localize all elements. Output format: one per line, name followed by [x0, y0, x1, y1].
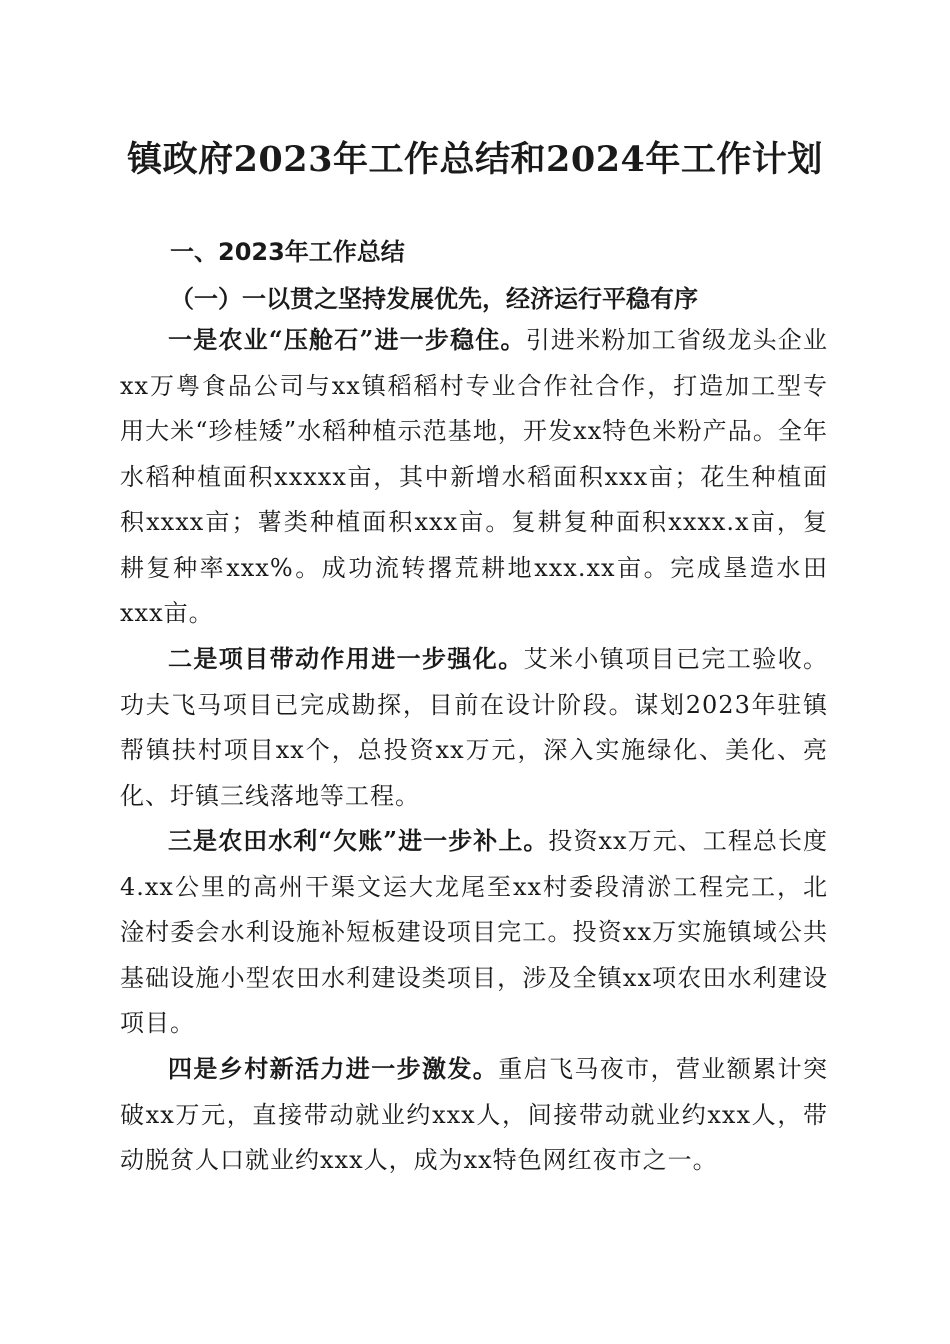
paragraph-body: 重启飞马夜市，营业额累计突破xx万元，直接带动就业约xxx人，间接带动就业约xxx人，带动脱贫人口就业约xxx人，成为xx特色网红夜市之一。 — [120, 1055, 829, 1174]
paragraph-lead: 三是农田水利“欠账”进一步补上。 — [168, 826, 549, 855]
paragraph-lead: 二是项目带动作用进一步强化。 — [168, 644, 524, 673]
paragraph-lead: 四是乡村新活力进一步激发。 — [168, 1054, 499, 1083]
paragraph-projects — [120, 636, 828, 819]
paragraph-agriculture — [120, 317, 828, 637]
paragraph-body: 投资xx万元、工程总长度4.xx公里的高州干渠文运大龙尾至xx村委段清淤工程完工，北淦村委会水利设施补短板建设项目完工。投资xx万实施镇域公共基础设施小型农田水利建设类项目，涉及全镇xx项农田水利建设项目。 — [120, 827, 828, 1037]
paragraph-body: 艾米小镇项目已完工验收。功夫飞马项目已完成勘探，目前在设计阶段。谋划2023年驻镇帮镇扶村项目xx个，总投资xx万元，深入实施绿化、美化、亮化、圩镇三线落地等工程。 — [120, 645, 829, 810]
paragraph-irrigation — [120, 818, 828, 1047]
paragraph-body: 引进米粉加工省级龙头企业xx万粤食品公司与xx镇稻稻村专业合作社合作，打造加工型专用大米“珍桂矮”水稻种植示范基地，开发xx特色米粉产品。全年水稻种植面积xxxxx亩，其中新增水稻面积xxx亩；花生种植面积xxxx亩；薯类种植面积xxx亩。复耕复种面积xxxx.x亩，复耕复种率xxx%。成功流转撂荒耕地xxx.xx亩。完成垦造水田xxx亩。 — [120, 326, 828, 627]
section-heading: 一、2023年工作总结 — [170, 238, 405, 266]
document-title: 镇政府2023年工作总结和2024年工作计划 — [127, 139, 823, 180]
paragraph-lead: 一是农业“压舱石”进一步稳住。 — [168, 325, 526, 354]
paragraph-rural-vitality — [120, 1046, 828, 1184]
subsection-heading: （一）一以贯之坚持发展优先，经济运行平稳有序 — [170, 284, 698, 313]
